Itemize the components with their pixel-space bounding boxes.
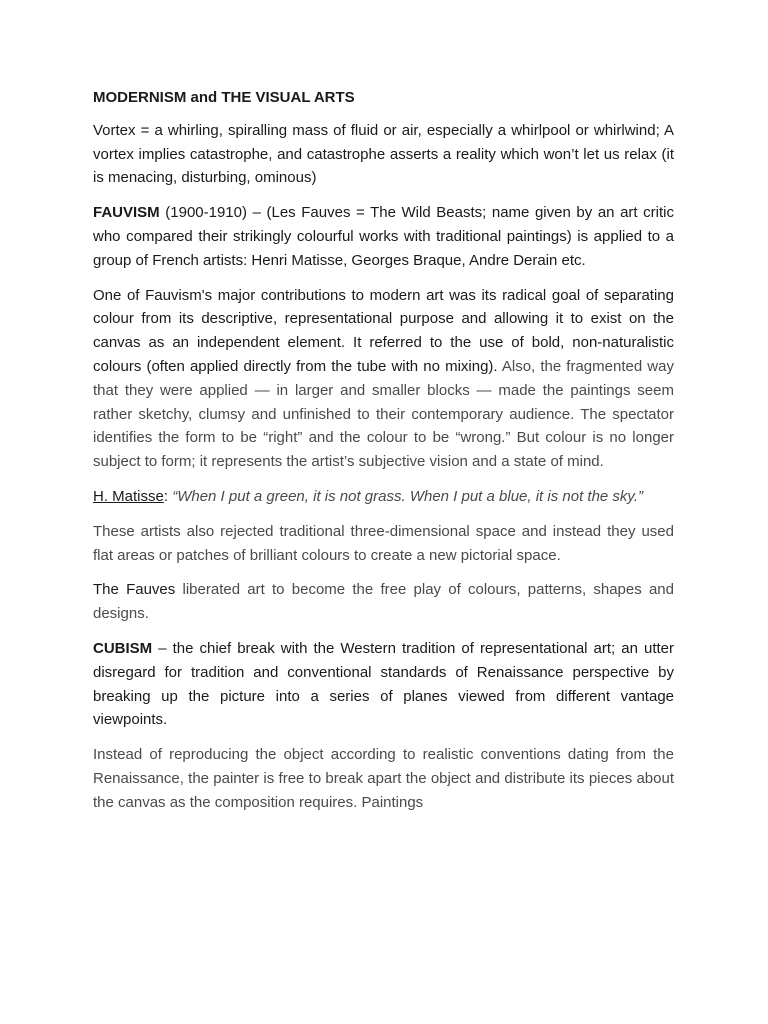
term-cubism: CUBISM [93,639,153,657]
fauves-text: liberated art to become the free play of colours, patterns, shapes and designs. [93,581,674,623]
paragraph-fauvism-contributions [93,284,674,474]
contributions-text-continued: Also, the fragmented way that they were applied — in larger and smaller blocks — made the paintings seem rather sketchy, clumsy and unfinished to their contemporary audience. The spectator identifies the form to be “right” and the colour to be “wrong.” But colour is no longer subject to form; it represents the artist’s subjective vision and a state of mind. [93,357,674,471]
term-fauvism: FAUVISM [93,204,160,222]
fauves-subject: The Fauves [93,581,176,599]
contributions-text: One of Fauvism's major contributions to modern art was its radical goal of separating colour from its descriptive, representational purpose and allowing it to exist on the canvas as an independent element. It referred to the use of bold, non-naturalistic colours (often applied directly from the tube with no mixing). [93,286,674,375]
paragraph-flat-space: These artists also rejected traditional three-dimensional space and instead they used flat areas or patches of brilliant colours to create a new pictorial space. [93,522,674,564]
quote-text: “When I put a green, it is not grass. When I put a blue, it is not the sky.” [172,487,643,505]
quote-author: H. Matisse [93,487,164,505]
paragraph-cubism-reproduction: Instead of reproducing the object according to realistic conventions dating from the Renaissance, the painter is free to break apart the object and distribute its pieces about the canvas as the composition requires. Paintings [93,746,674,811]
paragraph-matisse-quote [93,485,674,509]
paragraph-fauves-liberated [93,578,674,626]
document-page [93,86,674,825]
fauvism-definition: (1900-1910) – (Les Fauves = The Wild Beasts; name given by an art critic who compared their strikingly colourful works with traditional paintings) is applied to a group of French artists: Henri Matisse, Georges Braque, Andre Derain etc. [93,204,674,269]
cubism-definition: – the chief break with the Western tradition of representational art; an utter disregard for tradition and conventional standards of Renaissance perspective by breaking up the picture into a series of planes viewed from different vantage viewpoints. [93,639,674,729]
document-title: MODERNISM and THE VISUAL ARTS [93,89,355,106]
paragraph-vortex: Vortex = a whirling, spiralling mass of fluid or air, especially a whirlpool or whirlwind; A vortex implies catastrophe, and catastrophe asserts a reality which won’t let us relax (it is menacing, disturbing, ominous) [93,121,674,187]
paragraph-cubism [93,637,674,732]
quote-separator: : [163,487,173,505]
paragraph-fauvism [93,201,674,272]
